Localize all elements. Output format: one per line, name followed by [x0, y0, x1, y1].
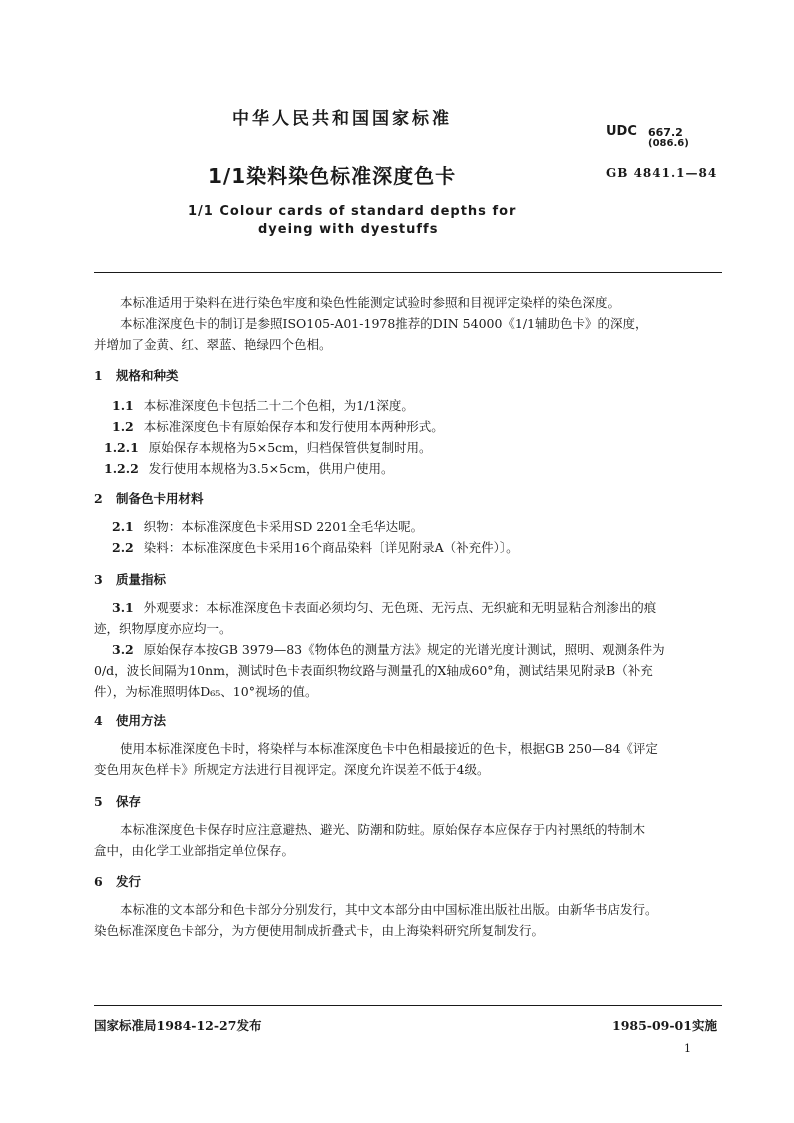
footer-divider	[94, 1005, 722, 1006]
list-item-continuation: 迹，织物厚度亦应均一。	[94, 621, 232, 636]
section-4-heading	[94, 711, 166, 729]
section-number: 5	[94, 794, 103, 809]
section-number: 1	[94, 368, 103, 383]
section-title: 保存	[116, 794, 142, 809]
gb-standard-number: GB 4841.1—84	[606, 166, 718, 180]
section-title: 制备色卡用材料	[116, 491, 204, 506]
paragraph-line: 变色用灰色样卡》所规定方法进行目视评定。深度允许误差不低于4级。	[94, 762, 490, 777]
section-title: 发行	[116, 874, 142, 889]
paragraph-line: 本标准深度色卡保存时应注意避热、避光、防潮和防蛀。原始保存本应保存于内衬黑纸的特制木	[120, 822, 646, 837]
udc-sub-number: (086.6)	[648, 138, 689, 149]
issued-date: 国家标准局1984-12-27发布	[94, 1018, 262, 1033]
section-number: 4	[94, 713, 103, 728]
section-title: 规格和种类	[116, 368, 179, 383]
section-1-heading	[94, 366, 179, 384]
list-item: 3.1 外观要求：本标准深度色卡表面必须均匀、无色斑、无污点、无织疵和无明显粘合剂渗出的痕	[112, 600, 657, 615]
udc-label: UDC	[606, 124, 637, 139]
header-divider	[94, 272, 722, 273]
list-item-continuation: 件），为标准照明体D₆₅、10°视场的值。	[94, 684, 318, 699]
paragraph-line: 染色标准深度色卡部分，为方便使用制成折叠式卡，由上海染料研究所复制发行。	[94, 923, 545, 938]
list-item: 3.2 原始保存本按GB 3979—83《物体色的测量方法》规定的光谱光度计测试，照明、观测条件为	[112, 642, 665, 657]
intro-paragraph-2-line2: 并增加了金黄、红、翠蓝、艳绿四个色相。	[94, 337, 332, 352]
udc-number: 667.2	[648, 126, 683, 139]
list-item: 1.2.2 发行使用本规格为3.5×5cm，供用户使用。	[104, 461, 394, 476]
section-number: 3	[94, 572, 103, 587]
paragraph-line: 使用本标准深度色卡时，将染样与本标准深度色卡中色相最接近的色卡，根据GB 250—84《评定	[120, 741, 658, 756]
section-2-heading	[94, 489, 204, 507]
section-number: 2	[94, 491, 103, 506]
list-item: 2.1 织物：本标准深度色卡采用SD 2201全毛华达呢。	[112, 519, 424, 534]
paragraph-line: 盒中，由化学工业部指定单位保存。	[94, 843, 295, 858]
document-title-en-line2: dyeing with dyestuffs	[258, 222, 439, 237]
document-title-en-line1: 1/1 Colour cards of standard depths for	[188, 204, 517, 219]
list-item: 1.1 本标准深度色卡包括二十二个色相，为1/1深度。	[112, 398, 414, 413]
document-title-cn: 1/1染料染色标准深度色卡	[208, 164, 457, 188]
section-title: 质量指标	[116, 572, 167, 587]
list-item-continuation: 0/d，波长间隔为10nm，测试时色卡表面织物纹路与测量孔的X轴成60°角，测试结果见附录B（补充	[94, 663, 653, 678]
intro-paragraph-2-line1: 本标准深度色卡的制订是参照ISO105-A01-1978推荐的DIN 54000《1/1辅助色卡》的深度，	[120, 316, 648, 331]
intro-paragraph-1: 本标准适用于染料在进行染色牢度和染色性能测定试验时参照和目视评定染样的染色深度。	[120, 295, 621, 310]
page-number: 1	[684, 1042, 691, 1055]
list-item: 1.2 本标准深度色卡有原始保存本和发行使用本两种形式。	[112, 419, 444, 434]
section-number: 6	[94, 874, 103, 889]
paragraph-line: 本标准的文本部分和色卡部分分别发行，其中文本部分由中国标准出版社出版。由新华书店发行。	[120, 902, 658, 917]
section-3-heading	[94, 570, 166, 588]
section-6-heading	[94, 872, 141, 890]
standard-organization: 中华人民共和国国家标准	[232, 109, 452, 129]
list-item: 2.2 染料：本标准深度色卡采用16个商品染料〔详见附录A（补充件）〕。	[112, 540, 519, 555]
effective-date: 1985-09-01实施	[612, 1018, 717, 1033]
section-title: 使用方法	[116, 713, 167, 728]
section-5-heading	[94, 792, 141, 810]
list-item: 1.2.1 原始保存本规格为5×5cm，归档保管供复制时用。	[104, 440, 432, 455]
